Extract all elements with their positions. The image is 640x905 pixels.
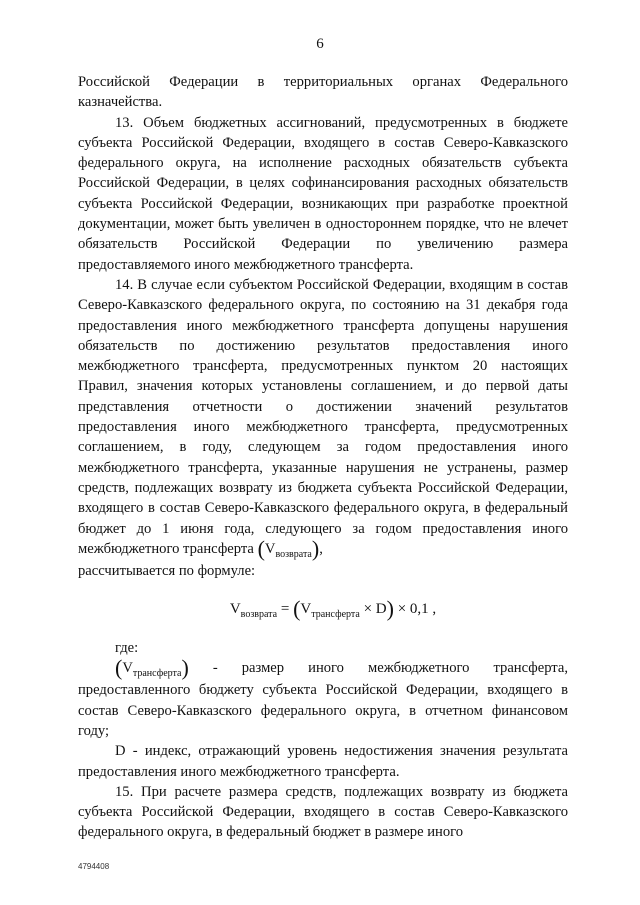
symbol-v-transfer: $(V_{трансферта})$ xyxy=(115,655,189,681)
paragraph-continuation: Российской Федерации в территориальных органах Федерального казначейства. xyxy=(78,74,568,111)
definition-v-transfer: $(V_{трансферта})$ - размер иного межбюджетного трансферта, предоставленного бюджету субъекта Российской Федерации, входящего в состав Северо-Кавказского федерального округа, в отчетном финансовом году; xyxy=(78,655,568,739)
document-id: 4794408 xyxy=(78,862,110,871)
paragraph-15: 15. При расчете размера средств, подлежащих возврату из бюджета субъекта Российской Федерации, входящего в состав Северо-Кавказского федерального округа, в федеральный бюджет в размере иного xyxy=(78,783,568,841)
document-body xyxy=(78,72,568,843)
return-formula: $V_{возврата} = (V_{трансферта} \times D) \times 0,1$ , xyxy=(229,596,437,622)
definition-d: D - индекс, отражающий уровень недостижения значения результата предоставления иного межбюджетного трансферта. xyxy=(78,743,568,780)
paragraph-13: 13. Объем бюджетных ассигнований, предусмотренных в бюджете субъекта Российской Федерации, входящего в состав Северо-Кавказского федерального округа, на исполнение расходных обязательств субъекта Российской Федерации, в целях софинансирования расходных обязательств субъекта Российской Федерации, возникающих при разработке проектной документации, может быть увеличен в одностороннем порядке, что не влечет обязательств Российской Федерации по увеличению размера предоставляемого иного межбюджетного трансферта. xyxy=(78,114,568,273)
where-label: где: xyxy=(115,639,139,656)
page-number: 6 xyxy=(316,36,324,52)
inline-symbol-v-return: $(V_{возврата})$, xyxy=(257,535,323,561)
paragraph-14 xyxy=(78,275,568,561)
paragraph-14-tail: рассчитывается по формуле: xyxy=(78,563,256,580)
paragraph-14-text: 14. В случае если субъектом Российской Федерации, входящим в состав Северо-Кавказского федерального округа, по состоянию на 31 декабря года предоставления иного межбюджетного трансферта допущены нарушения обязательств по достижению результатов предоставления иного межбюджетного трансферта, предусмотренных пунктом 20 настоящих Правил, значения которых установлены соглашением, и до первой даты представления отчетности о достижении значений результатов предоставления иного межбюджетного трансферта, предусмотренных соглашением, в году, следующем за годом предоставления иного межбюджетного трансферта, указанные нарушения не устранены, размер средств, подлежащих возврату из бюджета субъекта Российской Федерации, входящего в состав Северо-Кавказского федерального округа, в федеральный бюджет до 1 июня года, следующего за годом предоставления иного межбюджетного трансферта xyxy=(78,276,568,557)
